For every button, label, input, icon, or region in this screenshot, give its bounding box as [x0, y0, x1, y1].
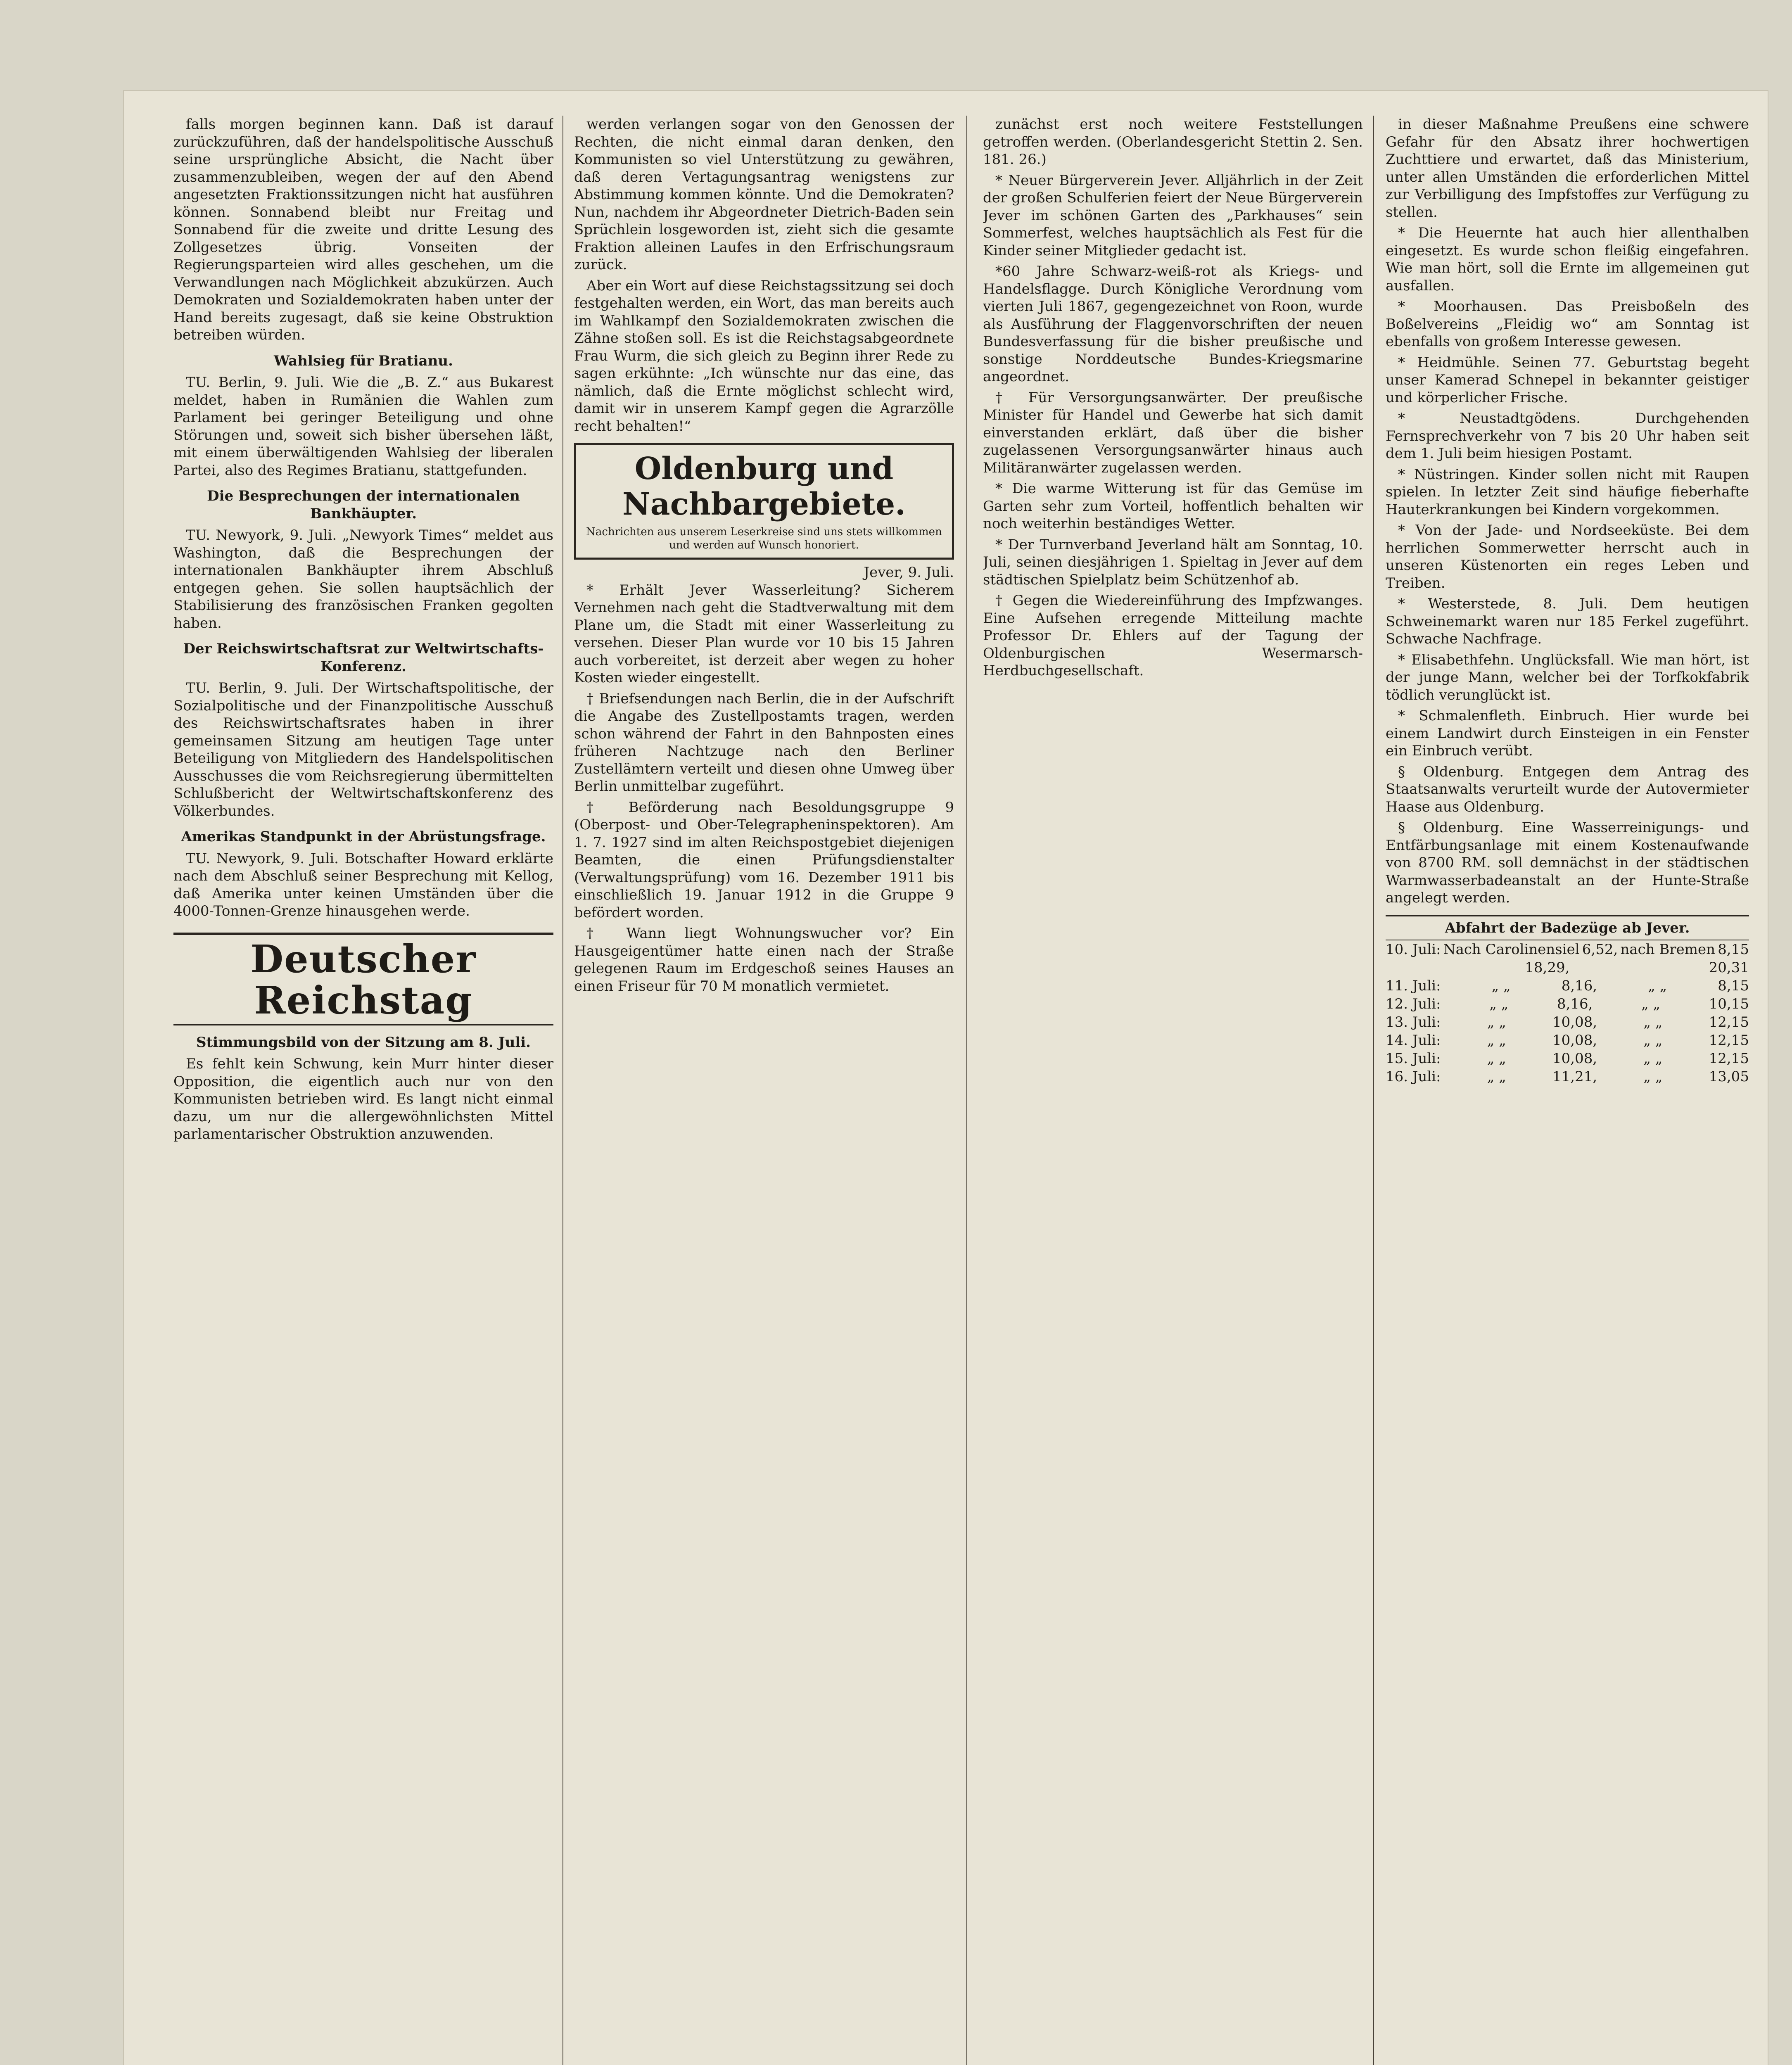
article-text: † Für Versorgungsanwärter. Der preußische Minister für Handel und Gewerbe hat sich damit einverstanden erklärt, daß über die bisher zugelassenen Versorgungsanwärter hinaus auch Militäranwärter zugelassen werden.: [983, 389, 1363, 476]
article-heading: Amerikas Standpunkt in der Abrüstungsfrage.: [181, 828, 546, 845]
timetable-cell: 8,15: [1718, 941, 1749, 958]
article-text: zunächst erst noch weitere Feststellungen getroffen werden. (Oberlandesgericht Stettin 2. Sen. 181. 26.): [983, 116, 1363, 168]
article-heading: Der Reichswirtschaftsrat zur Weltwirtschafts-Konferenz.: [183, 641, 544, 675]
article-text: * Heidmühle. Seinen 77. Geburtstag begeht unser Kamerad Schnepel in bekannter geistiger und körperlicher Frische.: [1386, 354, 1749, 406]
article-text: * Von der Jade- und Nordseeküste. Bei dem herrlichen Sommerwetter herrscht auch in unseren Küstenorten ein reges Leben und Treiben.: [1386, 522, 1749, 591]
timetable-cell: 6,52,: [1582, 941, 1618, 958]
timetable-row: [1386, 959, 1749, 977]
section-subtitle: Nachrichten aus unserem Leserkreise sind uns stets willkommen und werden auf Wunsch honoriert.: [586, 526, 942, 551]
article-text: * Moorhausen. Das Preisboßeln des Boßelvereins „Fleidig wo“ am Sonntag ist ebenfalls von großem Interesse gewesen.: [1386, 298, 1749, 350]
timetable-cell: 10. Juli:: [1386, 941, 1441, 958]
timetable-cell: „ „: [1487, 1050, 1506, 1067]
article-text: † Beförderung nach Besoldungsgruppe 9 (Oberpost- und Ober-Telegrapheninspektoren). Am 1. 7. 1927 sind im alten Reichspostgebiet diejenigen Beamten, die einen Prüfungsdienstalter (Verwaltungsprüfung) vom 16. Dezember 1911 bis einschließlich 19. Januar 1912 in die Gruppe 9 befördert worden.: [574, 799, 954, 921]
article-heading: Wahlsieg für Bratianu.: [274, 352, 453, 369]
timetable-cell: 18,29,: [1525, 959, 1570, 976]
dateline: Jever, 9. Juli.: [864, 564, 954, 581]
article-text: * Elisabethfehn. Unglücksfall. Wie man hört, ist der junge Mann, welcher bei der Torfkokfabrik tödlich verunglückt ist.: [1386, 651, 1749, 703]
timetable-cell: „ „: [1487, 1032, 1506, 1049]
column-3: [983, 116, 1363, 2065]
article-text: in dieser Maßnahme Preußens eine schwere Gefahr für den Absatz ihrer hochwertigen Zuchttiere und erwartet, daß das Ministerium, unter allen Umständen die erforderlichen Mittel zur Verbilligung des Impfstoffes zur Verfügung zu stellen.: [1386, 116, 1749, 221]
article-text: § Oldenburg. Eine Wasserreinigungs- und Entfärbungsanlage mit einem Kostenaufwande von 8700 RM. soll demnächst in der städtischen Warmwasserbadeanstalt an der Hunte-Straße angelegt werden.: [1386, 819, 1749, 906]
section-box-oldenburg: [574, 443, 954, 560]
article-text: † Gegen die Wiedereinführung des Impfzwanges. Eine Aufsehen erregende Mitteilung machte Professor Dr. Ehlers auf der Tagung der Oldenburgischen Wesermarsch-Herdbuchgesellschaft.: [983, 592, 1363, 679]
timetable-cell: 12,15: [1709, 1014, 1749, 1030]
article-text: * Die Heuernte hat auch hier allenthalben eingesetzt. Es wurde schon fleißig eingefahren. Wie man hört, soll die Ernte im allgemeinen gut ausfallen.: [1386, 225, 1749, 294]
article-text: * Westerstede, 8. Juli. Dem heutigen Schweinemarkt waren nur 185 Ferkel zugeführt. Schwache Nachfrage.: [1386, 596, 1749, 647]
column-rule: [1373, 116, 1374, 2065]
timetable-cell: „ „: [1643, 1032, 1663, 1049]
timetable-cell: 11,21,: [1552, 1068, 1597, 1085]
timetable-cell: 20,31: [1709, 959, 1749, 976]
article-text: † Wann liegt Wohnungswucher vor? Ein Hausgeigentümer hatte einen nach der Straße gelegenen Raum im Erdgeschoß seines Hauses an einen Friseur für 70 M monatlich vermietet.: [574, 925, 954, 995]
article-text: * Schmalenfleth. Einbruch. Hier wurde bei einem Landwirt durch Einsteigen in ein Fenster ein Einbruch verübt.: [1386, 707, 1749, 759]
article-text: TU. Berlin, 9. Juli. Wie die „B. Z.“ aus Bukarest meldet, haben in Rumänien die Wahlen zum Parlament bei geringer Beteiligung und ohne Störungen und, soweit sich bisher übersehen läßt, mit einem überwältigenden Wahlsieg der liberalen Partei, also des Regimes Bratianu, stattgefunden.: [173, 374, 553, 479]
article-text: * Erhält Jever Wasserleitung? Sicherem Vernehmen nach geht die Stadtverwaltung mit dem Plane um, die Stadt mit einer Wasserleitung zu versehen. Dieser Plan wurde vor 10 bis 15 Jahren auch vorbereitet, ist derzeit aber wegen zu hoher Kosten wieder eingestellt.: [574, 582, 954, 686]
timetable-title: Abfahrt der Badezüge ab Jever.: [1386, 915, 1749, 940]
timetable-cell: „ „: [1643, 1068, 1663, 1085]
article-text: * Nüstringen. Kinder sollen nicht mit Raupen spielen. In letzter Zeit sind häufige fieberhafte Hauterkrankungen bei Kindern vorgekommen.: [1386, 466, 1749, 518]
timetable-cell: 10,08,: [1552, 1032, 1597, 1049]
timetable-cell: „ „: [1487, 1014, 1506, 1030]
article-text: † Briefsendungen nach Berlin, die in der Aufschrift die Angabe des Zustellpostamts tragen, werden schon während der Fahrt in den Bahnposten eines früheren Nachtzuge nach den Berliner Zustellämtern verteilt und diesen ohne Umweg über Berlin unmittelbar zugeführt.: [574, 690, 954, 795]
article-text: werden verlangen sogar von den Genossen der Rechten, die nicht einmal daran denken, den Kommunisten so viel Unterstützung zu gewähren, daß deren Vertagungsantrag wenigstens zur Abstimmung kommen könnte. Und die Demokraten? Nun, nachdem ihr Abgeordneter Dietrich-Baden sein Sprüchlein losgeworden ist, zieht sich die gesamte Fraktion alleinen Laufes in den Erfrischungsraum zurück.: [574, 116, 954, 273]
article-text: Aber ein Wort auf diese Reichstagssitzung sei doch festgehalten werden, ein Wort, das man bereits auch im Wahlkampf den Sozialdemokraten zwischen die Zähne stoßen soll. Es ist die Reichstagsabgeordnete Frau Wurm, die sich gleich zu Beginn ihrer Rede zu sagen erkühnte: „Ich wünschte nur das eine, das nämlich, daß die Ernte möglichst schlecht wird, damit wir in unserem Kampf gegen die Agrarzölle recht behalten!“: [574, 277, 954, 434]
article-text: § Oldenburg. Entgegen dem Antrag des Staatsanwalts verurteilt wurde der Autovermieter Haase aus Oldenburg.: [1386, 763, 1749, 815]
timetable-cell: „ „: [1643, 1014, 1663, 1030]
timetable-cell: 13. Juli:: [1386, 1014, 1441, 1030]
timetable-cell: 15. Juli:: [1386, 1050, 1441, 1067]
article-text: * Neuer Bürgerverein Jever. Alljährlich in der Zeit der großen Schulferien feiert der Neue Bürgerverein Jever im schönen Garten des „Parkhauses“ sein Sommerfest, welches hauptsächlich als Fest für die Kinder seiner Mitglieder gedacht ist.: [983, 172, 1363, 259]
article-text: TU. Newyork, 9. Juli. „Newyork Times“ meldet aus Washington, daß die Besprechungen der internationalen Bankhäupter ihrem Abschluß entgegen gehen. Sie sollen hauptsächlich der Stabilisierung des französischen Franken gegolten haben.: [173, 527, 553, 631]
timetable-row: [1386, 1049, 1749, 1068]
timetable-cell: 12,15: [1709, 1032, 1749, 1049]
timetable-cell: 8,15: [1718, 977, 1749, 994]
timetable-cell: „ „: [1643, 1050, 1663, 1067]
column-2: [574, 116, 954, 2065]
section-title: Oldenburg und Nachbargebiete.: [622, 451, 906, 522]
timetable-cell: 10,15: [1709, 995, 1749, 1012]
timetable-cell: Nach Carolinensiel: [1443, 941, 1580, 958]
timetable-row: [1386, 940, 1749, 959]
timetable-row: [1386, 1013, 1749, 1031]
timetable-cell: 14. Juli:: [1386, 1032, 1441, 1049]
article-text: * Die warme Witterung ist für das Gemüse im Garten sehr zum Vorteil, hoffentlich behalten wir noch weiterhin beständiges Wetter.: [983, 480, 1363, 532]
newspaper-page: [124, 91, 1768, 2065]
article-text: TU. Berlin, 9. Juli. Der Wirtschaftspolitische, der Sozialpolitische und der Finanzpolitische Ausschuß des Reichswirtschaftsrates haben in ihrer gemeinsamen Sitzung am heutigen Tage unter Beteiligung von Mitgliedern des Handelspolitischen Ausschusses die vom Reichsregierung übermittelten Schlußbericht der Weltwirtschaftskonferenz des Völkerbundes.: [173, 680, 553, 819]
column-1: [173, 116, 553, 2065]
column-rule: [966, 116, 967, 2065]
article-heading: Die Besprechungen der internationalen Bankhäupter.: [207, 488, 520, 522]
timetable-cell: „ „: [1487, 1068, 1506, 1085]
section-heading-reichstag: Deutscher Reichstag: [173, 933, 553, 1025]
timetable-cell: 10,08,: [1552, 1014, 1597, 1030]
timetable-cell: 12. Juli:: [1386, 995, 1441, 1012]
train-timetable: [1386, 915, 1749, 1086]
article-text: * Neustadtgödens. Durchgehenden Fernsprechverkehr von 7 bis 20 Uhr haben seit dem 1. Juli beim hiesigen Postamt.: [1386, 410, 1749, 462]
timetable-cell: 13,05: [1709, 1068, 1749, 1085]
timetable-cell: 8,16,: [1561, 977, 1597, 994]
article-text: *60 Jahre Schwarz-weiß-rot als Kriegs- und Handelsflagge. Durch Königliche Verordnung vom vierten Juli 1867, gegengezeichnet von Roon, wurde als Ausführung der Flaggenvorschriften der neuen Bundesverfassung für die bisher preußische und sonstige Norddeutsche Bundes-Kriegsmarine angeordnet.: [983, 263, 1363, 385]
timetable-cell: 12,15: [1709, 1050, 1749, 1067]
timetable-row: [1386, 995, 1749, 1013]
article-text: falls morgen beginnen kann. Daß ist darauf zurückzuführen, daß der handelspolitische Ausschuß seine ursprüngliche Absicht, die Nacht über zusammenzubleiben, wegen der auf den Abend angesetzten Fraktionssitzungen nicht hat ausführen können. Sonnabend bleibt nur Freitag und Sonnabend für die zweite und dritte Lesung des Zollgesetzes übrig. Vonseiten der Regierungsparteien wird alles geschehen, um die Verwandlungen nach Möglichkeit abzukürzen. Auch Demokraten und Sozialdemokraten haben unter der Hand bereits zugesagt, daß sie keine Obstruktion betreiben würden.: [173, 116, 553, 343]
timetable-cell: 8,16,: [1557, 995, 1593, 1012]
timetable-cell: 11. Juli:: [1386, 977, 1441, 994]
article-text: Es fehlt kein Schwung, kein Murr hinter dieser Opposition, die eigentlich auch nur von den Kommunisten betrieben wird. Es langt nicht einmal dazu, um nur die allergewöhnlichsten Mittel parlamentarischer Obstruktion anzuwenden.: [173, 1056, 553, 1142]
article-heading: Stimmungsbild von der Sitzung am 8. Juli.: [196, 1034, 531, 1051]
column-4: [1386, 116, 1749, 2065]
timetable-row: [1386, 977, 1749, 995]
timetable-cell: nach Bremen: [1620, 941, 1716, 958]
article-text: TU. Newyork, 9. Juli. Botschafter Howard erklärte nach dem Abschluß seiner Besprechung mit Kellog, daß Amerika unter keinen Umständen über die 4000-Tonnen-Grenze hinausgehen werde.: [173, 850, 553, 919]
timetable-row: [1386, 1068, 1749, 1086]
timetable-cell: „ „: [1489, 995, 1509, 1012]
article-text: * Der Turnverband Jeverland hält am Sonntag, 10. Juli, seinen diesjährigen 1. Spieltag in Jever auf dem städtischen Spielplatz beim Schützenhof ab.: [983, 536, 1363, 588]
timetable-cell: „ „: [1491, 977, 1511, 994]
timetable-cell: 16. Juli:: [1386, 1068, 1441, 1085]
timetable-row: [1386, 1031, 1749, 1049]
timetable-cell: „ „: [1641, 995, 1661, 1012]
timetable-cell: 10,08,: [1552, 1050, 1597, 1067]
timetable-cell: „ „: [1648, 977, 1667, 994]
